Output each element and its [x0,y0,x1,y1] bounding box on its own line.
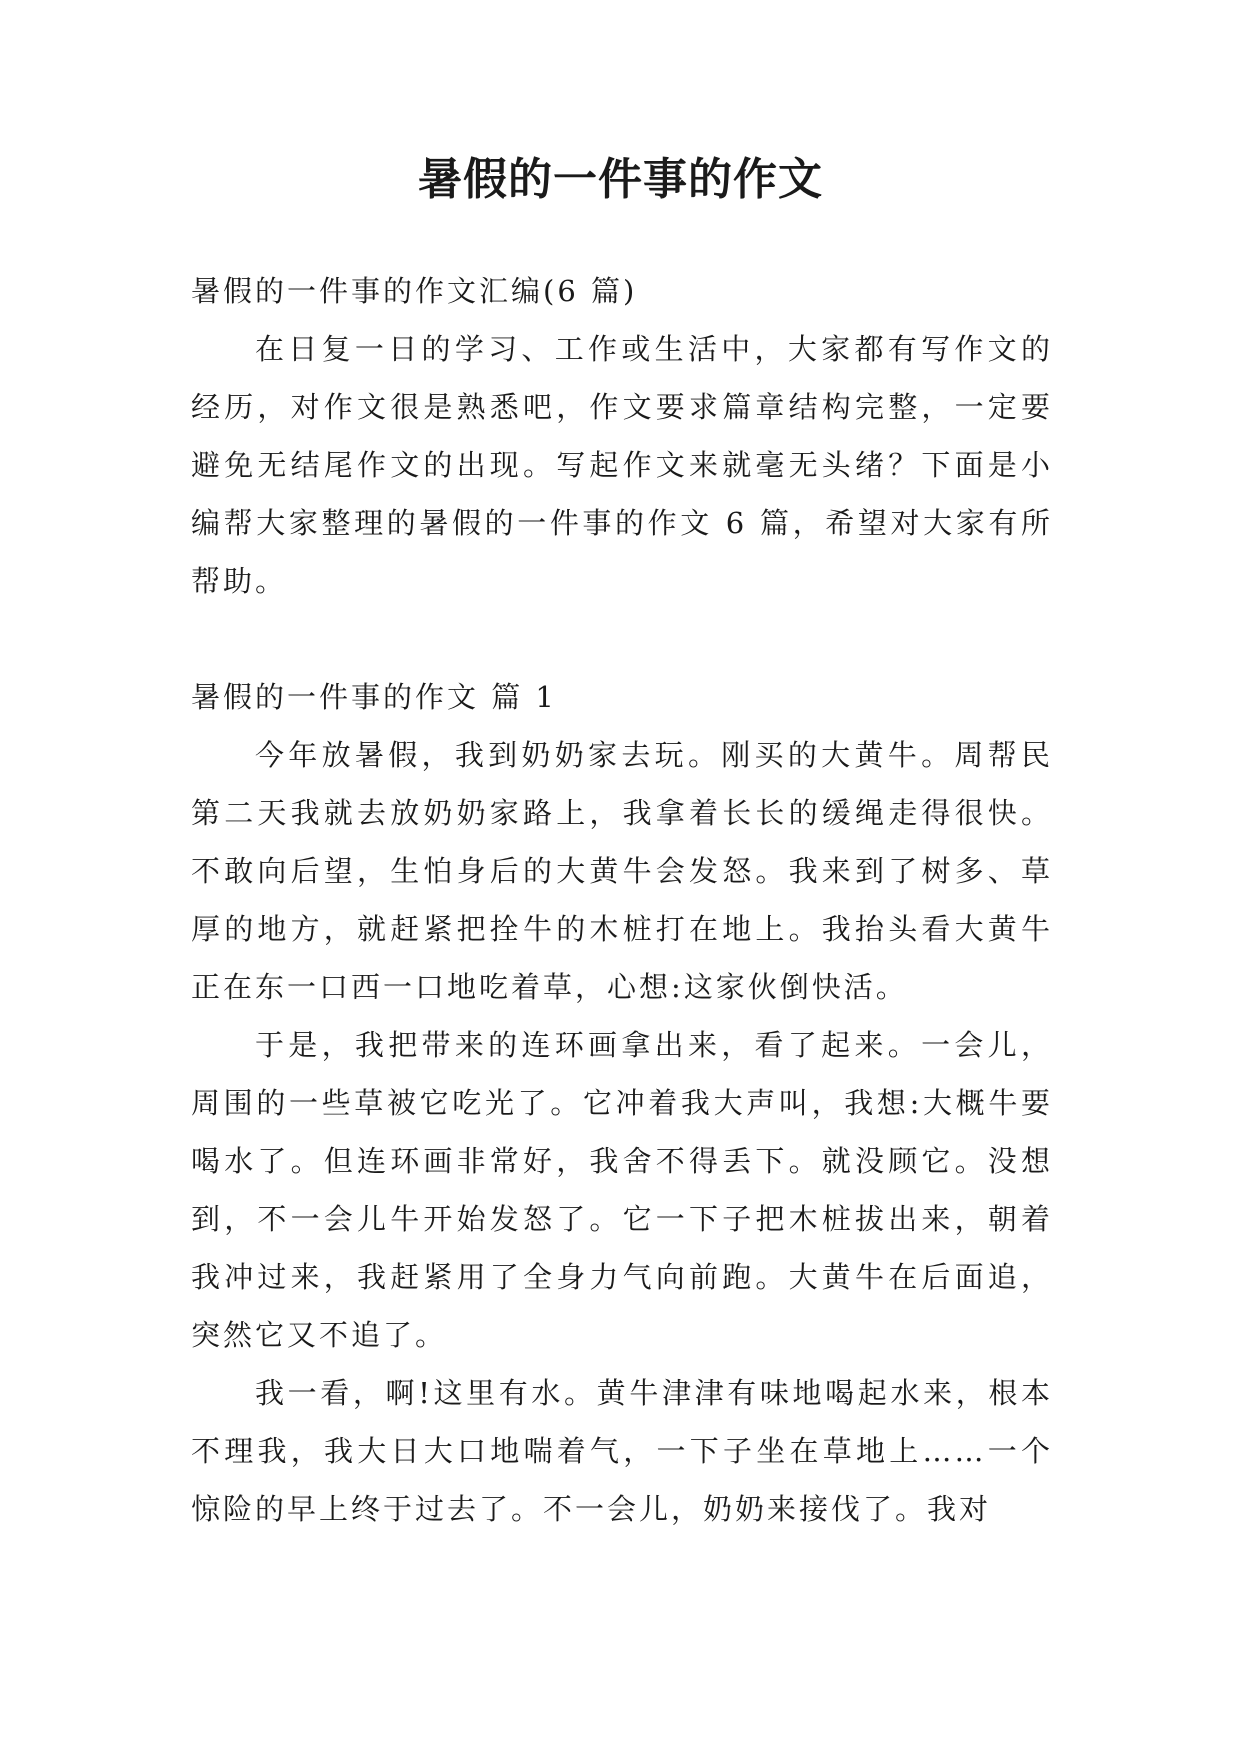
body-paragraph: 于是，我把带来的连环画拿出来，看了起来。一会儿，周围的一些草被它吃光了。它冲着我大声叫，我想:大概牛要喝水了。但连环画非常好，我舍不得丢下。就没顾它。没想到，不一会儿牛开始发怒了。它一下子把木桩拔出来，朝着我冲过来，我赶紧用了全身力气向前跑。大黄牛在后面追，突然它又不追了。 [191,1028,1053,1352]
section-spacer [191,610,1053,668]
intro-paragraph: 在日复一日的学习、工作或生活中，大家都有写作文的经历，对作文很是熟悉吧，作文要求篇章结构完整，一定要避免无结尾作文的出现。写起作文来就毫无头绪？下面是小编帮大家整理的暑假的一件事的作文 6 篇，希望对大家有所帮助。 [191,332,1053,598]
document-title: 暑假的一件事的作文 [418,154,823,205]
document-body [191,262,1053,1538]
body-paragraph: 我一看，啊!这里有水。黄牛津津有味地喝起水来，根本不理我，我大日大口地喘着气，一下子坐在草地上……一个惊险的早上终于过去了。不一会儿，奶奶来接伐了。我对 [191,1376,1053,1526]
document-subtitle: 暑假的一件事的作文汇编(6 篇) [191,274,638,308]
section-heading: 暑假的一件事的作文 篇 1 [191,680,557,714]
body-paragraph: 今年放暑假，我到奶奶家去玩。刚买的大黄牛。周帮民第二天我就去放奶奶家路上，我拿着长长的缓绳走得很快。不敢向后望，生怕身后的大黄牛会发怒。我来到了树多、草厚的地方，就赶紧把拴牛的木桩打在地上。我抬头看大黄牛正在东一口西一口地吃着草，心想:这家伙倒快活。 [191,738,1053,1004]
